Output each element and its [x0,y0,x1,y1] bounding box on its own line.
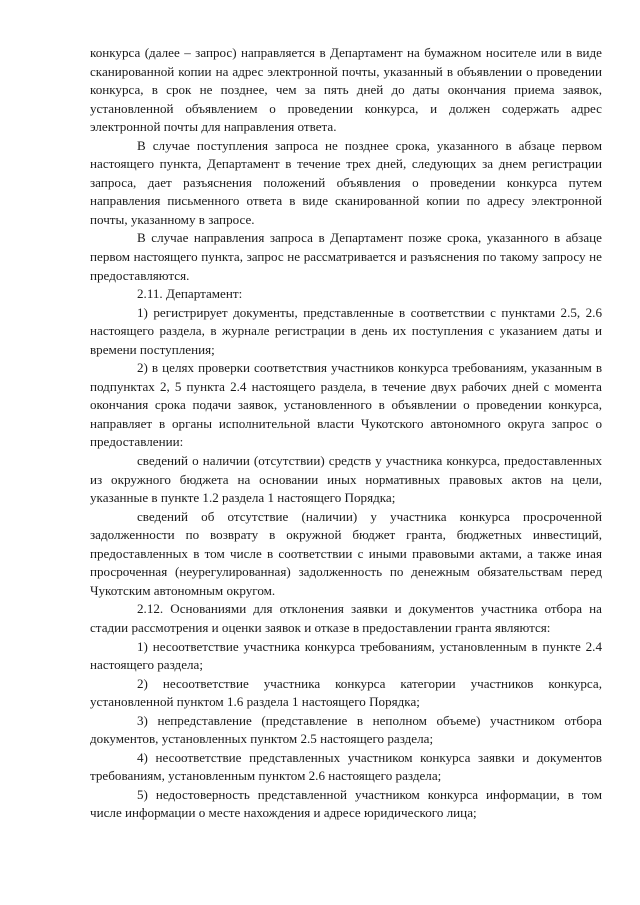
paragraph-12: 3) непредставление (представление в неполном объеме) участником отбора документов, установленных пунктом 2.5 настоящего раздела; [90,712,602,747]
paragraph-10: 1) несоответствие участника конкурса требованиям, установленным в пункте 2.4 настоящего раздела; [90,638,602,673]
paragraph-5: 1) регистрирует документы, представленные в соответствии с пунктами 2.5, 2.6 настоящего раздела, в журнале регистрации в день их поступления с указанием даты и времени поступления; [90,304,602,357]
document-text [90,44,602,823]
paragraph-14: 5) недостоверность представленной участником конкурса информации, в том числе информации о месте нахождения и адресе юридического лица; [90,786,602,821]
paragraph-1: конкурса (далее – запрос) направляется в Департамент на бумажном носителе или в виде сканированной копии на адрес электронной почты, указанный в объявлении о проведении конкурса, в срок не позднее, чем за пять дней до даты окончания приема заявок, установленной объявлением о проведении конкурса, и должен содержать адрес электронной почты для направления ответа. [90,45,602,135]
paragraph-13: 4) несоответствие представленных участником конкурса заявки и документов требованиям, установленным пунктом 2.6 настоящего раздела; [90,749,602,784]
paragraph-9: 2.12. Основаниями для отклонения заявки и документов участника отбора на стадии рассмотрения и оценки заявок и отказе в предоставлении гранта являются: [90,601,602,635]
paragraph-7: сведений о наличии (отсутствии) средств у участника конкурса, предоставленных из окружного бюджета на основании иных нормативных правовых актов на цели, указанные в пункте 1.2 раздела 1 настоящего Порядка; [90,453,602,506]
paragraph-8: сведений об отсутствие (наличии) у участника конкурса просроченной задолженности по возврату в окружной бюджет гранта, бюджетных инвестиций, предоставленных в том числе в соответствии с иными правовыми актами, а также иная просроченная (неурегулированная) задолженность по денежным обязательствам перед Чукотским автономным округом. [90,508,602,598]
paragraph-3: В случае направления запроса в Департамент позже срока, указанного в абзаце первом настоящего пункта, запрос не рассматривается и разъяснения по такому запросу не предоставляются. [90,230,602,283]
paragraph-6: 2) в целях проверки соответствия участников конкурса требованиям, указанным в подпунктах 2, 5 пункта 2.4 настоящего раздела, в течение двух рабочих дней с момента окончания срока подачи заявок, установленного в объявлении о проведении конкурса, направляет в органы исполнительной власти Чукотского автономного округа запрос о предоставлении: [90,360,602,450]
paragraph-11: 2) несоответствие участника конкурса категории участников конкурса, установленной пунктом 1.6 раздела 1 настоящего Порядка; [90,675,602,710]
paragraph-2: В случае поступления запроса не позднее срока, указанного в абзаце первом настоящего пункта, Департамент в течение трех дней, следующих за днем регистрации запроса, дает разъяснения положений объявления о проведении конкурса путем направления письменного ответа в виде сканированной копии по адресу электронной почты, указанному в запросе. [90,137,602,227]
paragraph-4: 2.11. Департамент: [137,286,243,302]
